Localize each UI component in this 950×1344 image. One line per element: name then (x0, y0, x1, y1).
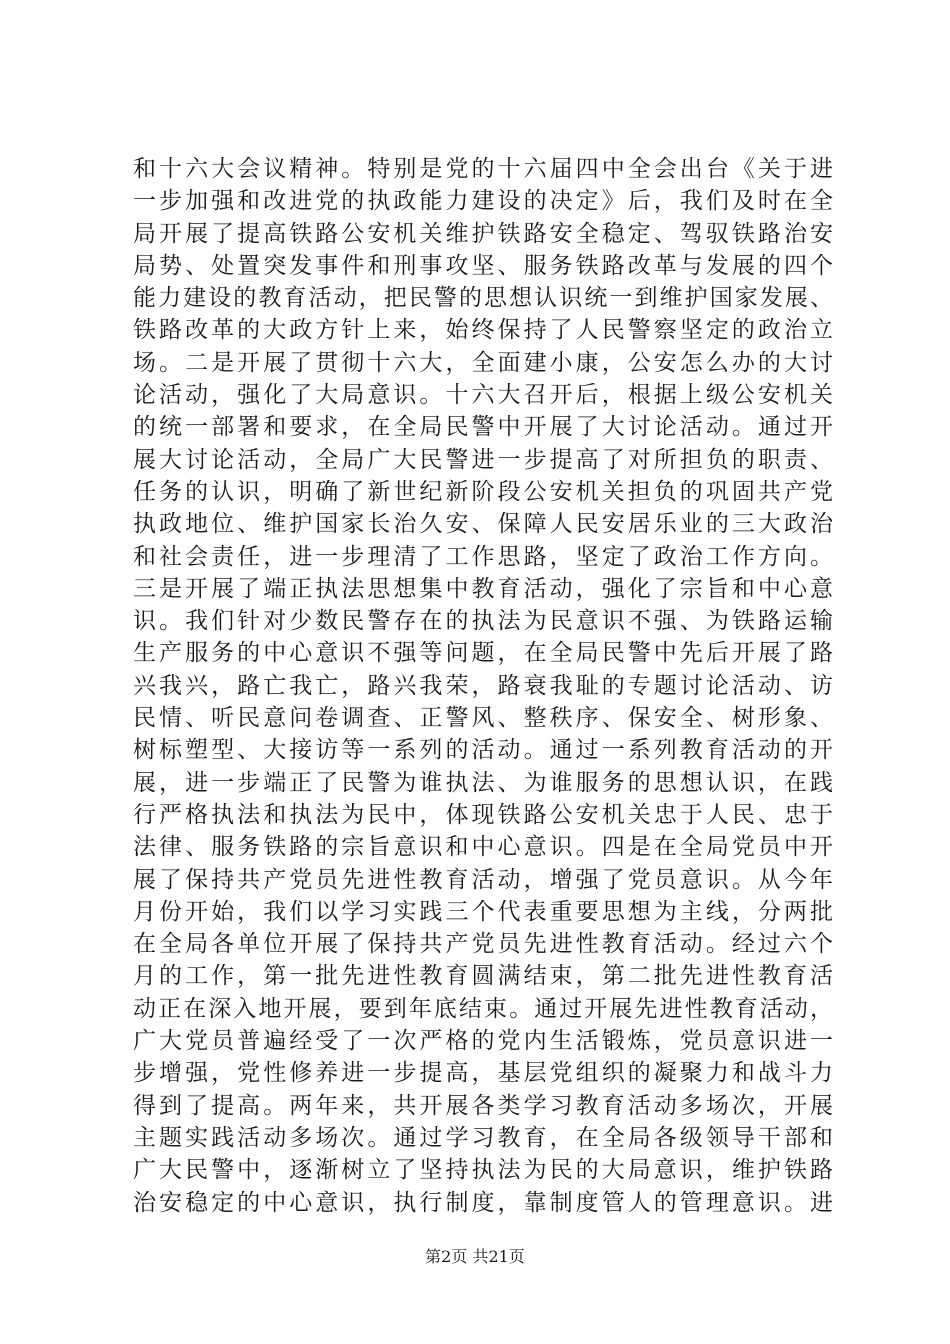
text-line: 和十六大会议精神。特别是党的十六届四中全会出台《关于进 (133, 156, 833, 182)
text-line: 主题实践活动多场次。通过学习教育，在全局各级领导干部和 (133, 1124, 833, 1151)
text-line: 能力建设的教育活动，把民警的思想认识统一到维护国家发展、 (133, 285, 833, 312)
text-line: 和社会责任，进一步理清了工作思路，坚定了政治工作方向。 (133, 543, 833, 570)
text-line: 任务的认识，明确了新世纪新阶段公安机关担负的巩固共产党 (133, 478, 833, 505)
text-line: 法律、服务铁路的宗旨意识和中心意识。四是在全局党员中开 (133, 834, 833, 861)
text-line: 在全局各单位开展了保持共产党员先进性教育活动。经过六个 (133, 931, 833, 958)
text-line: 一步加强和改进党的执政能力建设的决定》后，我们及时在全 (133, 188, 833, 215)
text-line: 的统一部署和要求，在全局民警中开展了大讨论活动。通过开 (133, 414, 833, 441)
text-line: 论活动，强化了大局意识。十六大召开后，根据上级公安机关 (133, 382, 833, 409)
text-line: 民情、听民意问卷调查、正警风、整秩序、保安全、树形象、 (133, 705, 833, 732)
text-line: 铁路改革的大政方针上来，始终保持了人民警察坚定的政治立 (133, 317, 833, 344)
text-line: 三是开展了端正执法思想集中教育活动，强化了宗旨和中心意 (133, 575, 833, 602)
text-line: 动正在深入地开展，要到年底结束。通过开展先进性教育活动， (133, 995, 833, 1022)
text-line: 展大讨论活动，全局广大民警进一步提高了对所担负的职责、 (133, 446, 833, 473)
text-line: 月份开始，我们以学习实践三个代表重要思想为主线，分两批 (133, 898, 833, 925)
text-line: 兴我兴，路亡我亡，路兴我荣，路衰我耻的专题讨论活动、访 (133, 672, 833, 699)
page-number-footer: 第2页 共21页 (425, 1247, 525, 1266)
text-line: 局势、处置突发事件和刑事攻坚、服务铁路改革与发展的四个 (133, 252, 833, 279)
text-line: 识。我们针对少数民警存在的执法为民意识不强、为铁路运输 (133, 608, 833, 635)
text-line: 展，进一步端正了民警为谁执法、为谁服务的思想认识，在践 (133, 769, 833, 796)
text-line: 生产服务的中心意识不强等问题，在全局民警中先后开展了路 (133, 640, 833, 667)
text-line: 树标塑型、大接访等一系列的活动。通过一系列教育活动的开 (133, 737, 833, 764)
text-line: 广大党员普遍经受了一次严格的党内生活锻炼，党员意识进一 (133, 1028, 833, 1055)
text-line: 展了保持共产党员先进性教育活动，增强了党员意识。从今年 (133, 866, 833, 893)
text-line: 月的工作，第一批先进性教育圆满结束，第二批先进性教育活 (133, 963, 833, 990)
text-line: 得到了提高。两年来，共开展各类学习教育活动多场次，开展 (133, 1092, 833, 1119)
text-line: 场。二是开展了贯彻十六大，全面建小康，公安怎么办的大讨 (133, 349, 833, 376)
text-line: 治安稳定的中心意识，执行制度，靠制度管人的管理意识。进 (133, 1189, 833, 1216)
text-line: 步增强，党性修养进一步提高，基层党组织的凝聚力和战斗力 (133, 1060, 833, 1087)
body-paragraph (133, 153, 833, 1219)
text-line: 执政地位、维护国家长治久安、保障人民安居乐业的三大政治 (133, 511, 833, 538)
text-line: 行严格执法和执法为民中，体现铁路公安机关忠于人民、忠于 (133, 801, 833, 828)
text-line: 广大民警中，逐渐树立了坚持执法为民的大局意识，维护铁路 (133, 1157, 833, 1184)
text-line: 局开展了提高铁路公安机关维护铁路安全稳定、驾驭铁路治安 (133, 220, 833, 247)
